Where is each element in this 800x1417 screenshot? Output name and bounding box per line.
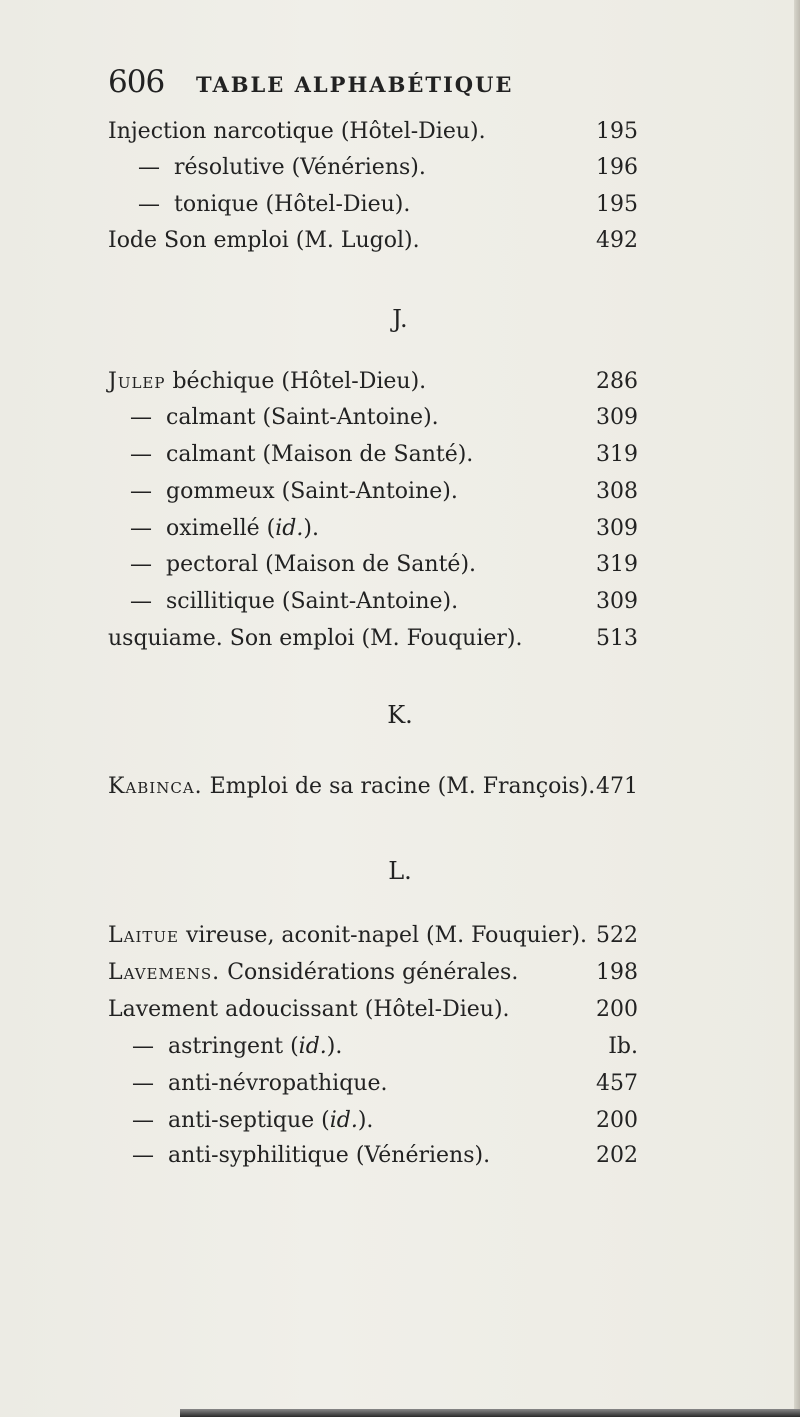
- entry-lead: —: [130, 552, 152, 577]
- index-entry: [108, 624, 638, 654]
- entry-lead: Laitue: [108, 923, 179, 948]
- entry-text-italic: id.: [275, 516, 304, 541]
- entry-lead: Injection: [108, 119, 207, 144]
- entry-lead: —: [138, 155, 160, 180]
- index-entry: [108, 958, 638, 988]
- entry-lead: —: [132, 1108, 154, 1133]
- index-entry: [108, 772, 638, 802]
- entry-lead: —: [138, 192, 160, 217]
- entry-page: 198: [596, 960, 638, 985]
- entry-text: calmant (Maison de Santé).: [166, 442, 474, 467]
- entry-text: Considérations générales.: [227, 960, 519, 985]
- entry-page: 286: [596, 369, 638, 394]
- index-entry: [138, 153, 638, 183]
- entry-text: oximellé (: [166, 516, 276, 541]
- entry-lead: Iode: [108, 228, 158, 253]
- entry-text-tail: ).: [357, 1108, 374, 1133]
- entry-lead: usquiame.: [108, 626, 223, 651]
- entry-page: 195: [596, 192, 638, 217]
- index-entry: [132, 1069, 638, 1099]
- entry-lead: Lavement: [108, 997, 219, 1022]
- entry-page: 471: [596, 774, 638, 799]
- section-letter: K.: [387, 701, 413, 729]
- entry-text-italic: id.: [298, 1034, 327, 1059]
- section-letter: J.: [392, 305, 408, 333]
- entry-text-tail: ).: [303, 516, 319, 541]
- entry-text: narcotique (Hôtel-Dieu).: [213, 119, 486, 144]
- index-entry: [132, 1032, 638, 1062]
- entry-text: anti-syphilitique (Vénériens).: [168, 1143, 491, 1168]
- entry-page: 202: [596, 1143, 638, 1168]
- index-entry: [130, 440, 638, 470]
- entry-page: 492: [596, 228, 638, 253]
- entry-text-italic: id.: [329, 1108, 358, 1133]
- entry-page: 309: [596, 589, 638, 614]
- index-entry: [132, 1141, 638, 1171]
- entry-text: vireuse, aconit-napel (M. Fouquier).: [185, 923, 587, 948]
- entry-lead: —: [132, 1143, 154, 1168]
- index-entry: [130, 403, 638, 433]
- entry-page: 309: [596, 516, 638, 541]
- page-number: 606: [108, 64, 165, 100]
- index-entry: [108, 995, 638, 1025]
- entry-page: 309: [596, 405, 638, 430]
- entry-page: 200: [596, 1108, 638, 1133]
- entry-lead: —: [130, 516, 152, 541]
- page-edge-bottom: [180, 1409, 800, 1417]
- index-entry: [130, 550, 638, 580]
- entry-text: adoucissant (Hôtel-Dieu).: [225, 997, 510, 1022]
- entry-lead: Julep: [108, 369, 166, 394]
- entry-text: Emploi de sa racine (M. François).: [209, 774, 596, 799]
- entry-text: tonique (Hôtel-Dieu).: [174, 192, 411, 217]
- entry-text: calmant (Saint-Antoine).: [166, 405, 439, 430]
- entry-text: Son emploi (M. Fouquier).: [229, 626, 523, 651]
- entry-lead: —: [130, 442, 152, 467]
- index-entry: [108, 921, 638, 951]
- entry-text: Son emploi (M. Lugol).: [164, 228, 420, 253]
- entry-lead: —: [130, 405, 152, 430]
- entry-text: anti-septique (: [168, 1108, 330, 1133]
- entry-page: 457: [596, 1071, 638, 1096]
- index-entry: [130, 477, 638, 507]
- entry-page: 319: [596, 442, 638, 467]
- entry-page: 319: [596, 552, 638, 577]
- running-head: TABLE ALPHABÉTIQUE: [196, 72, 514, 97]
- entry-page: 195: [596, 119, 638, 144]
- index-entry: [138, 190, 638, 220]
- index-entry: [108, 117, 638, 147]
- entry-text: résolutive (Vénériens).: [174, 155, 426, 180]
- entry-text: pectoral (Maison de Santé).: [166, 552, 477, 577]
- section-letter: L.: [388, 857, 412, 885]
- entry-text: gommeux (Saint-Antoine).: [166, 479, 458, 504]
- entry-lead: —: [130, 479, 152, 504]
- entry-lead: Lavemens.: [108, 960, 221, 985]
- index-entry: [108, 367, 638, 397]
- entry-text: béchique (Hôtel-Dieu).: [172, 369, 427, 394]
- entry-text: scillitique (Saint-Antoine).: [166, 589, 459, 614]
- entry-lead: —: [130, 589, 152, 614]
- entry-lead: Kabinca.: [108, 774, 203, 799]
- entry-page: 200: [596, 997, 638, 1022]
- entry-page: Ib.: [608, 1034, 638, 1059]
- index-entry: [130, 514, 638, 544]
- page-header: [108, 62, 608, 102]
- index-entry: [132, 1106, 638, 1136]
- index-entry: [108, 226, 638, 256]
- entry-text: astringent (: [168, 1034, 299, 1059]
- entry-page: 308: [596, 479, 638, 504]
- entry-page: 196: [596, 155, 638, 180]
- index-entry: [130, 587, 638, 617]
- entry-lead: —: [132, 1071, 154, 1096]
- entry-text: anti-névropathique.: [168, 1071, 388, 1096]
- entry-page: 522: [596, 923, 638, 948]
- entry-text-tail: ).: [326, 1034, 343, 1059]
- entry-lead: —: [132, 1034, 154, 1059]
- entry-page: 513: [596, 626, 638, 651]
